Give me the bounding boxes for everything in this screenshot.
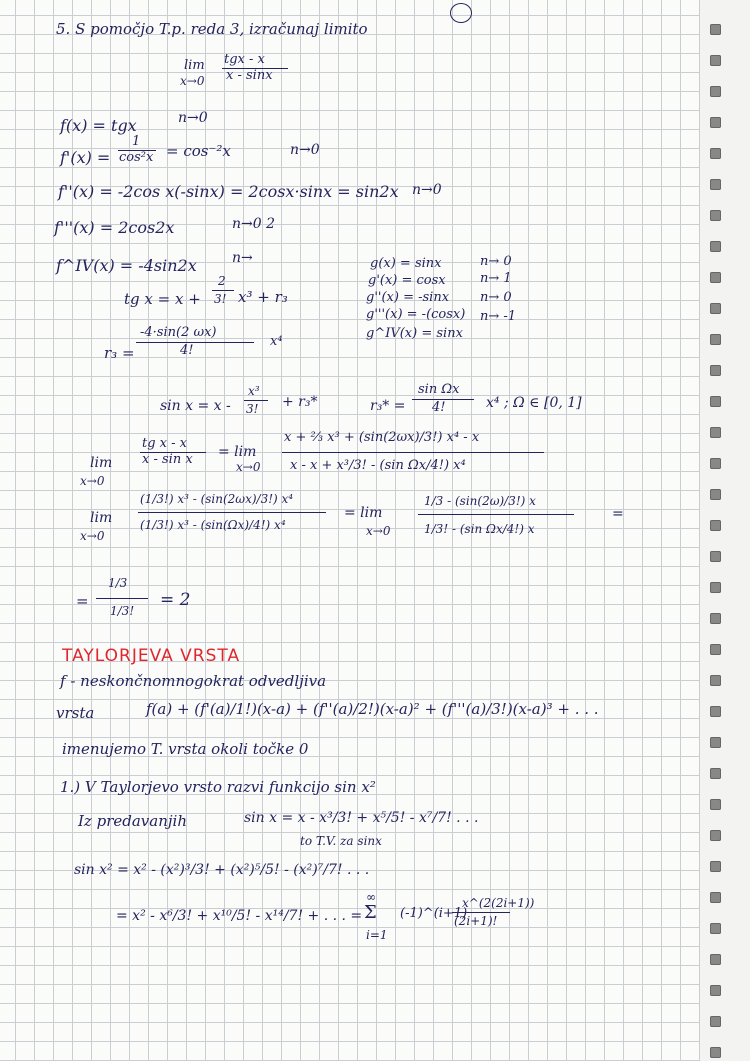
binding-hole-icon xyxy=(710,582,721,593)
limit-numerator: tgx - x xyxy=(224,52,265,67)
binding-hole-icon xyxy=(710,644,721,655)
g0: g(x) = sinx xyxy=(370,256,442,271)
limit2-eq-under: x→0 xyxy=(366,524,391,538)
binding-hole-icon xyxy=(710,1016,721,1027)
sum-lower: i=1 xyxy=(366,928,388,942)
tg-frac-num: 2 xyxy=(218,274,226,288)
binding-hole-icon xyxy=(710,799,721,810)
fraction-bar xyxy=(96,598,148,599)
binding-hole-icon xyxy=(710,737,721,748)
example-lecture-series: sin x = x - x³/3! + x⁵/5! - x⁷/7! . . . xyxy=(244,810,479,826)
limit-label: lim xyxy=(184,58,205,73)
result-value: = 2 xyxy=(160,590,191,610)
derivative-f2: f''(x) = -2cos x(-sinx) = 2cosx·sinx = sin2x xyxy=(58,182,399,201)
example-lecture-label: Iz predavanjih xyxy=(78,812,187,830)
derivative-f1-note: n→0 xyxy=(290,142,320,158)
derivative-f3-note: n→0 2 xyxy=(232,216,276,232)
binding-hole-icon xyxy=(710,830,721,841)
binding-hole-icon xyxy=(710,148,721,159)
r3-star-num: sin Ωx xyxy=(418,382,460,397)
binding-hole-icon xyxy=(710,954,721,965)
g4: g^IV(x) = sinx xyxy=(366,326,463,341)
binding-hole-icon xyxy=(710,706,721,717)
problem-statement: 5. S pomočjo T.p. reda 3, izračunaj limito xyxy=(56,20,368,38)
example-statement: 1.) V Taylorjevo vrsto razvi funkcijo sin x² xyxy=(60,778,376,796)
derivative-f3: f'''(x) = 2cos2x xyxy=(54,218,175,237)
example-substitution: sin x² = x² - (x²)³/3! + (x²)⁵/5! - (x²)⁷/7! . . . xyxy=(74,862,370,878)
limit1-eq: = lim xyxy=(218,444,257,460)
fraction-bar xyxy=(244,400,268,401)
derivative-f4-note: n→ xyxy=(232,250,253,266)
limit-under: x→0 xyxy=(180,74,205,88)
tg-tail: x³ + r₃ xyxy=(238,288,288,306)
definition-line-1: f - neskončnomnogokrat odvedljiva xyxy=(60,672,327,690)
derivative-f1-den: cos²x xyxy=(119,150,154,165)
example-lecture-note: to T.V. za sinx xyxy=(300,834,382,848)
g3-note: n→ -1 xyxy=(480,309,517,324)
limit2-under: x→0 xyxy=(80,529,105,543)
binding-hole-icon xyxy=(710,985,721,996)
binding-hole-icon xyxy=(710,303,721,314)
r3-star-tail: x⁴ ; Ω ∈ [0, 1] xyxy=(486,395,582,411)
g2: g''(x) = -sinx xyxy=(366,290,450,305)
limit1-eq-under: x→0 xyxy=(236,460,261,474)
derivative-f0: f(x) = tgx xyxy=(60,116,137,135)
sin-expansion: sin x = x - xyxy=(160,398,231,414)
binding-hole-icon xyxy=(710,1047,721,1058)
binding-hole-icon xyxy=(710,24,721,35)
binding-hole-icon xyxy=(710,55,721,66)
tg-expansion: tg x = x + xyxy=(124,290,201,308)
result-eq: = xyxy=(76,592,89,610)
example-simplified: = x² - x⁶/3! + x¹⁰/5! - x¹⁴/7! + . . . = xyxy=(116,908,363,924)
result-den: 1/3! xyxy=(110,604,135,618)
binding-hole-icon xyxy=(710,675,721,686)
sum-numerator: x^(2(2i+1)) xyxy=(462,896,535,910)
fraction-bar xyxy=(136,342,254,343)
sum-symbol: Σ xyxy=(364,902,377,923)
limit2-eq: = lim xyxy=(344,505,383,521)
limit2-label: lim xyxy=(90,510,113,526)
r3-star-den: 4! xyxy=(432,400,446,415)
binding-hole-icon xyxy=(710,117,721,128)
binding-hole-icon xyxy=(710,520,721,531)
g1: g'(x) = cosx xyxy=(368,273,446,288)
binding-hole-icon xyxy=(710,489,721,500)
binding-hole-icon xyxy=(710,458,721,469)
definition-series-label: vrsta xyxy=(56,704,95,722)
tg-frac-den: 3! xyxy=(214,292,227,306)
binding-hole-icon xyxy=(710,241,721,252)
limit2-den: (1/3!) x³ - (sin(Ωx)/4!) x⁴ xyxy=(140,518,286,532)
limit1-under: x→0 xyxy=(80,474,105,488)
section-heading: TAYLORJEVA VRSTA xyxy=(62,646,241,666)
limit2-num: (1/3!) x³ - (sin(2ωx)/3!) x⁴ xyxy=(140,492,294,506)
sin-frac-num: x³ xyxy=(248,384,260,398)
sum-sign-factor: (-1)^(i+1) xyxy=(400,906,468,921)
r3-denominator: 4! xyxy=(180,343,194,358)
fraction-bar xyxy=(452,912,510,913)
r3-numerator: -4·sin(2 ωx) xyxy=(140,325,217,340)
binding-hole-icon xyxy=(710,334,721,345)
result-num: 1/3 xyxy=(108,576,128,590)
limit1-den: x - sin x xyxy=(142,452,193,467)
fraction-bar xyxy=(212,290,234,291)
limit-denominator: x - sinx xyxy=(226,68,273,83)
binding-hole-icon xyxy=(710,179,721,190)
smiley-doodle-icon xyxy=(450,3,472,23)
g2-note: n→ 0 xyxy=(480,290,512,305)
r3-power: x⁴ xyxy=(270,334,283,349)
binding-hole-icon xyxy=(710,365,721,376)
definition-line-3: imenujemo T. vrsta okoli točke 0 xyxy=(62,740,309,758)
g1-note: n→ 1 xyxy=(480,271,512,286)
limit1-rhs-den: x - x + x³/3! - (sin Ωx/4!) x⁴ xyxy=(290,458,466,473)
limit1-label: lim xyxy=(90,455,113,471)
spiral-binding xyxy=(700,0,750,1061)
definition-series: f(a) + (f'(a)/1!)(x-a) + (f''(a)/2!)(x-a)² + (f'''(a)/3!)(x-a)³ + . . . xyxy=(146,700,599,718)
limit2-tail: = xyxy=(612,506,624,522)
derivative-f1-num: 1 xyxy=(132,134,141,149)
fraction-bar xyxy=(138,512,326,513)
r3-label: r₃ = xyxy=(104,344,135,362)
derivative-f0-note: n→0 xyxy=(178,110,208,126)
sin-tail: + r₃* xyxy=(282,394,318,410)
limit1-rhs-num: x + ⅔ x³ + (sin(2ωx)/3!) x⁴ - x xyxy=(284,430,480,445)
binding-hole-icon xyxy=(710,861,721,872)
binding-hole-icon xyxy=(710,396,721,407)
binding-hole-icon xyxy=(710,551,721,562)
g3: g'''(x) = -(cosx) xyxy=(366,307,466,322)
binding-hole-icon xyxy=(710,923,721,934)
sum-denominator: (2i+1)! xyxy=(454,914,498,928)
limit1-num: tg x - x xyxy=(142,436,187,451)
binding-hole-icon xyxy=(710,86,721,97)
r3-star-label: r₃* = xyxy=(370,398,406,414)
derivative-f1-right: = cos⁻²x xyxy=(166,142,231,160)
derivative-f2-note: n→0 xyxy=(412,182,442,198)
binding-hole-icon xyxy=(710,427,721,438)
fraction-bar xyxy=(282,452,544,453)
binding-hole-icon xyxy=(710,272,721,283)
binding-hole-icon xyxy=(710,613,721,624)
binding-hole-icon xyxy=(710,210,721,221)
limit2-rhs-den: 1/3! - (sin Ωx/4!) x xyxy=(424,522,535,536)
sin-frac-den: 3! xyxy=(246,402,259,416)
derivative-f4: f^IV(x) = -4sin2x xyxy=(56,256,197,275)
derivative-f1-left: f'(x) = xyxy=(60,148,111,167)
fraction-bar xyxy=(418,514,574,515)
binding-hole-icon xyxy=(710,892,721,903)
sum-upper: ∞ xyxy=(366,890,376,904)
limit2-rhs-num: 1/3 - (sin(2ω)/3!) x xyxy=(424,494,536,508)
binding-hole-icon xyxy=(710,768,721,779)
g0-note: n→ 0 xyxy=(480,254,512,269)
